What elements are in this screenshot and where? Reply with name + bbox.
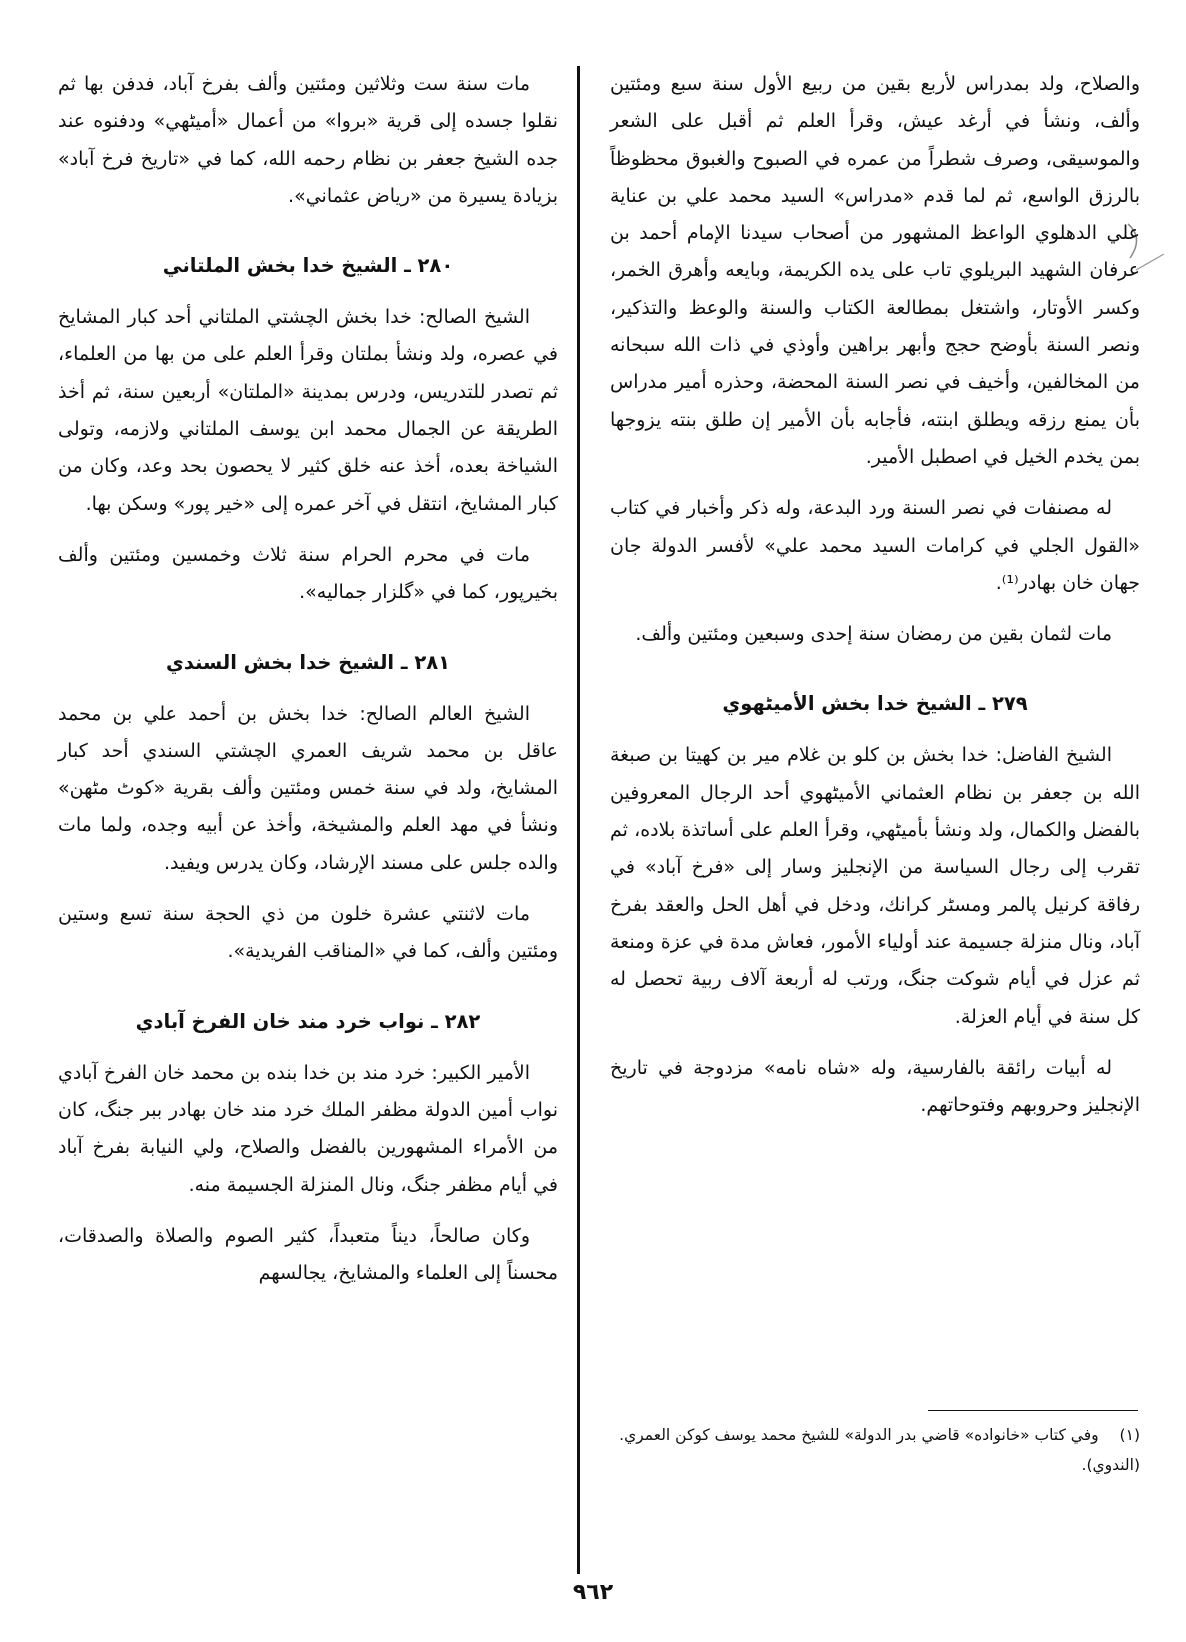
footnote-text: وفي كتاب «خانواده» قاضي بدر الدولة» للشيخ محمد يوسف كوكن العمري. (الندوي). bbox=[619, 1426, 1140, 1474]
footnote-separator bbox=[928, 1410, 1138, 1411]
body-paragraph: له أبيات رائقة بالفارسية، وله «شاه نامه» مزدوجة في تاريخ الإنجليز وحروبهم وفتوحاتهم. bbox=[610, 1056, 1140, 1117]
column-divider bbox=[577, 66, 580, 1574]
entry-heading: ٢٨١ ـ الشيخ خدا بخش السندي bbox=[165, 650, 451, 674]
body-paragraph: وكان صالحاً، ديناً متعبداً، كثير الصوم والصلاة والصدقات، محسناً إلى العلماء والمشايخ، يجالسهم bbox=[58, 1224, 558, 1285]
body-paragraph: مات سنة ست وثلاثين ومئتين وألف بفرخ آباد، فدفن بها ثم نقلوا جسده إلى قرية «بروا» من أعمال «أميٹهي» ودفنوه عند جده الشيخ جعفر بن نظام رحمه الله، كما في «تاريخ فرخ آباد» بزيادة يسيرة من «رياض عثماني». bbox=[58, 73, 558, 207]
body-paragraph: والصلاح، ولد بمدراس لأربع بقين من ربيع الأول سنة سبع ومئتين وألف، ونشأ في أرغد عيش، وقرأ العلم ثم أقبل على الشعر والموسيقى، وصرف شطراً من عمره في الصبوح والغبوق محظوظاً بالرزق الواسع، ثم لما قدم «مدراس» السيد محمد علي بن عناية علي الدهلوي الواعظ المشهور من أصحاب سيدنا الإمام أحمد بن عرفان الشهيد البريلوي تاب على يده الكريمة، وبايعه وأهرق الخمر، وكسر الأوتار، واشتغل بمطالعة الكتاب والسنة والوعظ والتذكير، ونصر السنة بأوضح حجج وأبهر براهين وأوذي في ذات الله سبحانه من المخالفين، وأخيف في نصر السنة المحضة، وحذره أمير مدراس بأن يمنع رزقه ويطلق ابنته، فأجابه بأن الأمير إن طلق بنته يزوجها بمن يخدم الخيل في اصطبل الأمير. bbox=[610, 73, 1140, 468]
entry-heading: ٢٧٩ ـ الشيخ خدا بخش الأميٹهوي bbox=[722, 692, 1028, 716]
body-paragraph: له مصنفات في نصر السنة ورد البدعة، وله ذكر وأخبار في كتاب «القول الجلي في كرامات السيد محمد علي» لأفسر الدولة جان جهان خان بهادر⁽¹⁾. bbox=[610, 497, 1140, 594]
entry-heading: ٢٨٢ ـ نواب خرد مند خان الفرخ آبادي bbox=[135, 1009, 481, 1033]
entry-heading: ٢٨٠ ـ الشيخ خدا بخش الملتاني bbox=[162, 254, 454, 278]
page-number: ٩٦٢ bbox=[572, 1580, 614, 1605]
body-paragraph: الشيخ الصالح: خدا بخش الچشتي الملتاني أحد كبار المشايخ في عصره، ولد ونشأ بملتان وقرأ العلم على من بها من العلماء، ثم تصدر للتدريس، ودرس بمدينة «الملتان» أربعين سنة، ثم أخذ الطريقة عن الجمال محمد ابن يوسف الملتاني ولازمه، وتولى الشياخة بعده، أخذ عنه خلق كثير لا يحصون بحد وعد، وكان من كبار المشايخ، انتقل في آخر عمره إلى «خير پور» وسكن بها. bbox=[58, 306, 558, 515]
footnote bbox=[610, 1420, 1140, 1480]
body-paragraph: مات لاثنتي عشرة خلون من ذي الحجة سنة تسع وستين ومئتين وألف، كما في «المناقب الفريدية». bbox=[58, 903, 558, 963]
left-column bbox=[58, 66, 558, 1306]
right-column bbox=[610, 66, 1140, 1138]
body-paragraph: الأمير الكبير: خرد مند بن خدا بنده بن محمد خان الفرخ آبادي نواب أمين الدولة مظفر الملك خرد مند خان بهادر ببر جنگ، كان من الأمراء المشهورين بالفضل والصلاح، ولي النيابة بفرخ آباد في أيام مظفر جنگ، ونال المنزلة الجسيمة منه. bbox=[58, 1061, 558, 1196]
body-paragraph: الشيخ الفاضل: خدا بخش بن كلو بن غلام مير بن كهيتا بن صبغة الله بن جعفر بن نظام العثماني الأميٹهوي أحد الرجال المعروفين بالفضل والكمال، ولد ونشأ بأميٹهي، وقرأ العلم على أساتذة بلاده، ثم تقرب إلى رجال السياسة من الإنجليز وسار إلى «فرخ آباد» في رفاقة كرنيل پالمر ومسٹر كرانك، ودخل في أهل الحل والعقد بفرخ آباد، ونال منزلة جسيمة عند أولياء الأمور، فعاش مدة في عزة ومنعة ثم عزل في أيام شوكت جنگ، ورتب له أربعة آلاف ربية تحصل له كل سنة في أيام العزلة. bbox=[610, 744, 1140, 1028]
body-paragraph: مات لثمان بقين من رمضان سنة إحدى وسبعين ومئتين وألف. bbox=[635, 623, 1112, 646]
body-paragraph: الشيخ العالم الصالح: خدا بخش بن أحمد علي بن محمد عاقل بن محمد شريف العمري الچشتي السندي أحد كبار المشايخ، ولد في سنة خمس ومئتين وألف بقرية «كوٹ مٹهن» ونشأ في مهد العلم والمشيخة، وأخذ عن أبيه وجده، ولما مات والده جلس على مسند الإرشاد، وكان يدرس ويفيد. bbox=[58, 702, 558, 874]
footnote-marker: (١) bbox=[1119, 1426, 1140, 1444]
body-paragraph: مات في محرم الحرام سنة ثلاث وخمسين ومئتين وألف بخيرپور، كما في «گلزار جماليه». bbox=[58, 543, 558, 604]
